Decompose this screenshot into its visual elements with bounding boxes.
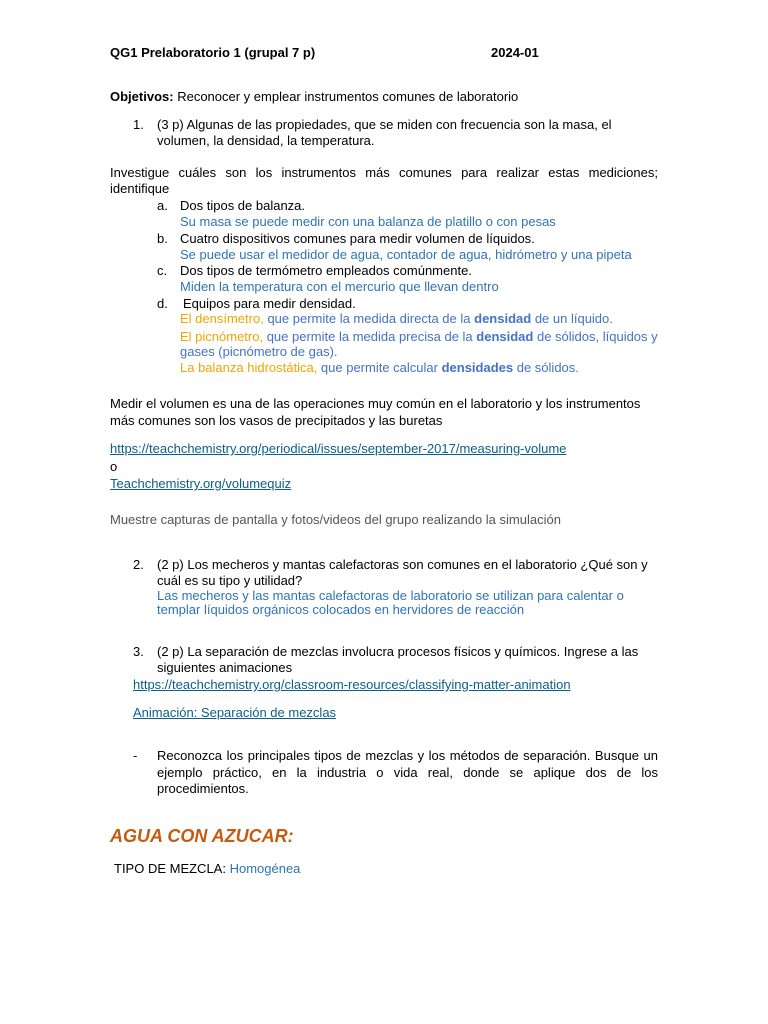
item-a-letter: a. <box>157 198 168 213</box>
density-answer-1 <box>180 311 613 327</box>
objectives-text: Reconocer y emplear instrumentos comunes de laboratorio <box>177 89 519 104</box>
item-b-text: Cuatro dispositivos comunes para medir volumen de líquidos. <box>180 231 535 246</box>
q2-line1: (2 p) Los mecheros y mantas calefactoras son comunes en el laboratorio ¿Qué son y <box>157 557 648 572</box>
answer-text: que permite la medida precisa de la <box>263 329 477 344</box>
objectives-label: Objetivos: <box>110 89 174 104</box>
answer-text: que permite calcular <box>317 360 442 375</box>
volume-line1: Medir el volumen es una de las operaciones muy común en el laboratorio y los instrumentos <box>110 396 641 411</box>
volume-line2: más comunes son los vasos de precipitados y las buretas <box>110 413 443 428</box>
q1-line1: (3 p) Algunas de las propiedades, que se miden con frecuencia son la masa, el <box>157 117 612 132</box>
measuring-volume-link[interactable]: https://teachchemistry.org/periodical/issues/september-2017/measuring-volume <box>110 441 567 456</box>
bullet-line1: Reconozca los principales tipos de mezclas y los métodos de separación. Busque un <box>157 748 658 763</box>
instrument-name: El picnómetro, <box>180 329 264 344</box>
item-b-letter: b. <box>157 231 168 246</box>
answer-text: de sólidos. <box>513 360 579 375</box>
item-d-text: Equipos para medir densidad. <box>183 296 356 311</box>
q2-answer-line2: templar líquidos orgánicos colocados en hervidores de reacción <box>157 602 525 617</box>
mixture-type-label: TIPO DE MEZCLA: <box>114 861 230 876</box>
item-d-letter: d. <box>157 296 168 311</box>
term-label: 2024-01 <box>491 45 539 60</box>
q1-line2: volumen, la densidad, la temperatura. <box>157 133 375 148</box>
document-title: QG1 Prelaboratorio 1 (grupal 7 p) <box>110 45 316 60</box>
q3-line2: siguientes animaciones <box>157 660 293 675</box>
q2-answer-line1: Las mecheros y las mantas calefactoras de laboratorio se utilizan para calentar o <box>157 588 624 603</box>
item-a-answer: Su masa se puede medir con una balanza de platillo o con pesas <box>180 214 556 229</box>
or-text: o <box>110 459 118 474</box>
answer-text: de sólidos, líquidos y <box>533 329 658 344</box>
answer-text: de un líquido. <box>531 311 613 326</box>
q3-line1: (2 p) La separación de mezclas involucra procesos físicos y químicos. Ingrese a las <box>157 644 639 659</box>
density-answer-2 <box>180 329 658 345</box>
q2-number: 2. <box>133 557 144 572</box>
screenshot-note: Muestre capturas de pantalla y fotos/videos del grupo realizando la simulación <box>110 512 561 527</box>
objectives-line <box>110 89 518 105</box>
bullet-line3: procedimientos. <box>157 781 249 796</box>
answer-text: que permite la medida directa de la <box>263 311 475 326</box>
item-c-text: Dos tipos de termómetro empleados comúnmente. <box>180 263 472 278</box>
answer-bold: densidad <box>474 311 532 326</box>
mixture-type-value: Homogénea <box>229 861 301 876</box>
classifying-matter-link[interactable]: https://teachchemistry.org/classroom-resources/classifying-matter-animation <box>133 677 571 692</box>
instrument-name: El densímetro, <box>180 311 264 326</box>
animation-link[interactable]: Animación: Separación de mezclas <box>133 705 337 720</box>
section-heading: AGUA CON AZUCAR: <box>110 826 294 846</box>
q3-number: 3. <box>133 644 144 659</box>
q1-number: 1. <box>133 117 144 132</box>
investigate-line2: identifique <box>110 181 170 196</box>
answer-bold: densidades <box>441 360 514 375</box>
mixture-type-line <box>114 861 300 877</box>
density-answer-2-cont: gases (picnómetro de gas). <box>180 344 338 359</box>
volumequiz-link[interactable]: Teachchemistry.org/volumequiz <box>110 476 292 491</box>
answer-bold: densidad <box>476 329 534 344</box>
bullet-dash: - <box>133 748 138 763</box>
q2-line2: cuál es su tipo y utilidad? <box>157 573 303 588</box>
bullet-line2: ejemplo práctico, en la industria o vida real, donde se aplique dos de los <box>157 765 658 780</box>
instrument-name: La balanza hidrostática, <box>180 360 318 375</box>
item-a-text: Dos tipos de balanza. <box>180 198 306 213</box>
item-b-answer: Se puede usar el medidor de agua, contador de agua, hidrómetro y una pipeta <box>180 247 632 262</box>
item-c-answer: Miden la temperatura con el mercurio que llevan dentro <box>180 279 499 294</box>
density-answer-3 <box>180 360 579 376</box>
investigate-line1: Investigue cuáles son los instrumentos más comunes para realizar estas mediciones; <box>110 165 658 180</box>
item-c-letter: c. <box>157 263 168 278</box>
